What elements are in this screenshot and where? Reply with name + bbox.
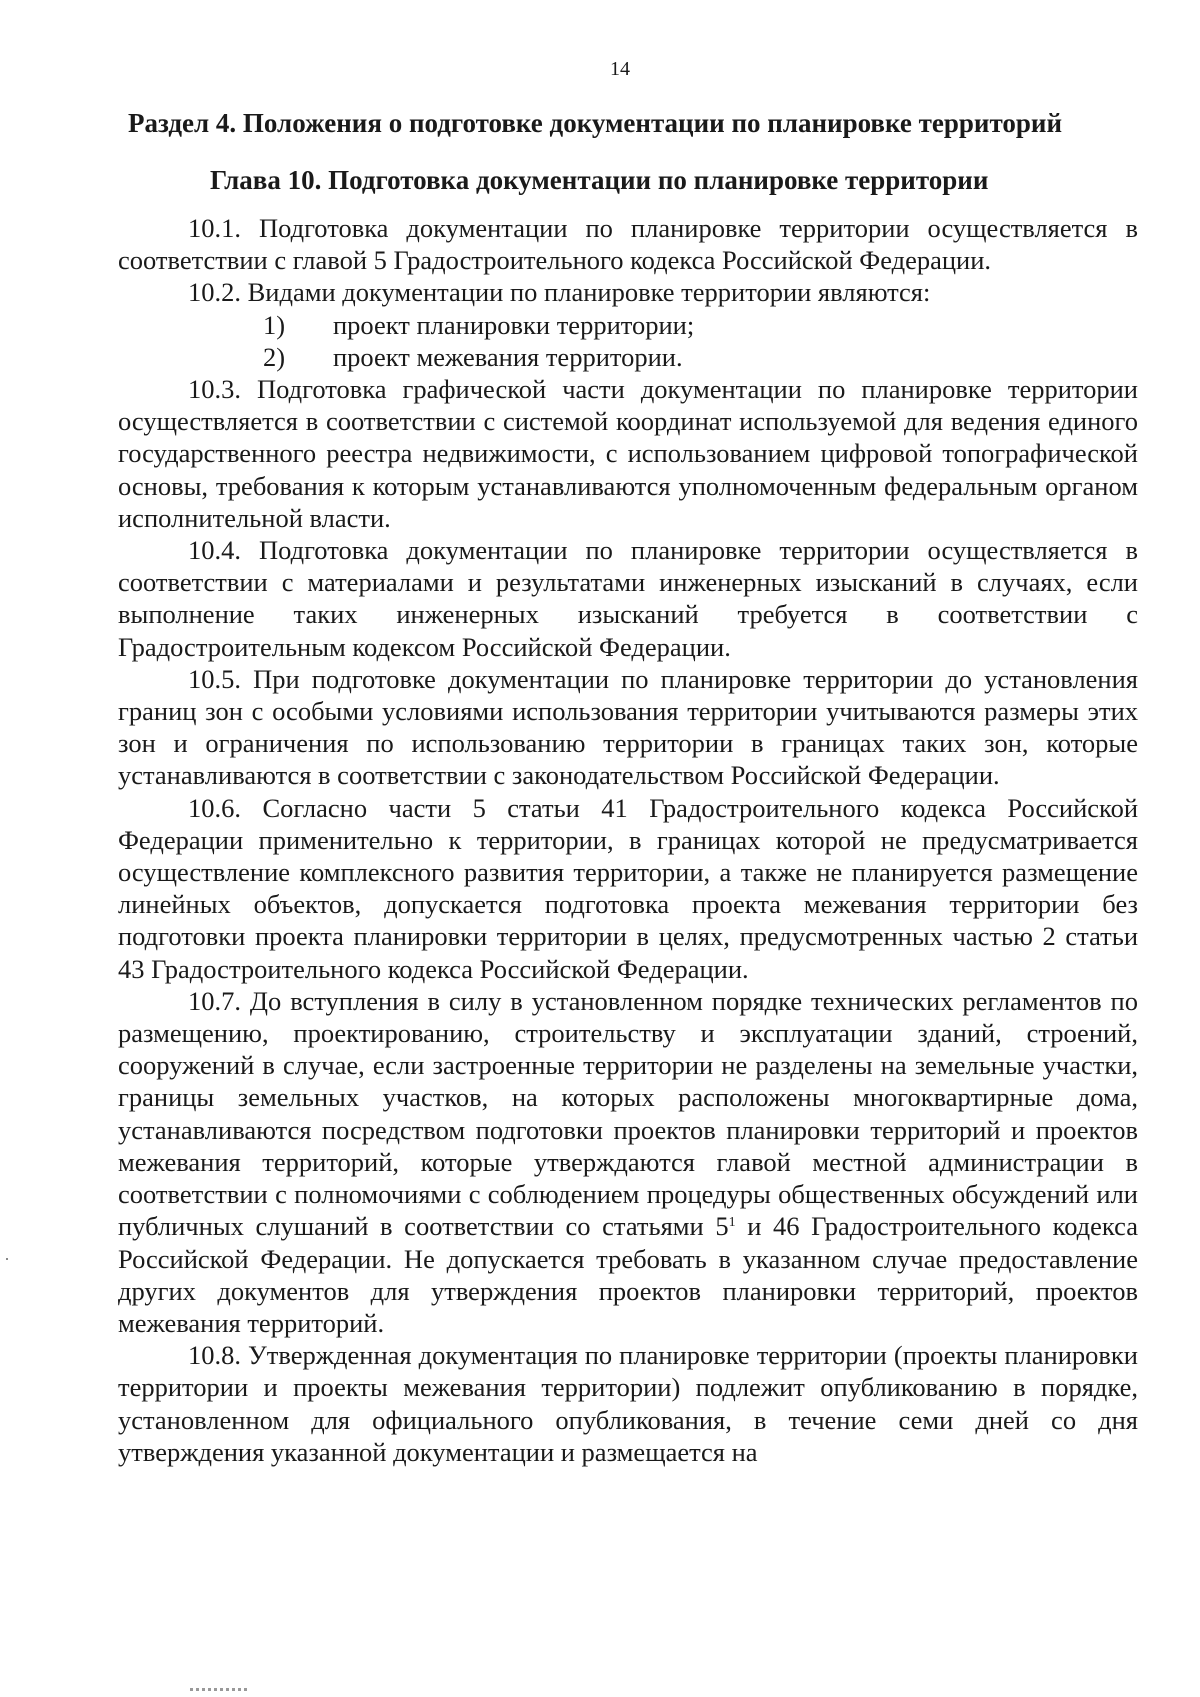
paragraph-10-7-part-a: 10.7. До вступления в силу в установленном порядке технических регламентов по размещению, проектированию, строительству и эксплуатации зданий, строений, сооружений в случае, если застроенные территории не разделены на земельные участки, границы земельных участков, на которых расположены многоквартирные дома, устанавливаются посредством подготовки проектов планировки территорий и проектов межевания территорий, которые утверждаются главой местной администрации в соответствии с полномочиями с соблюдением процедуры общественных обсуждений или публичных слушаний в соответствии со статьями 5 xyxy=(118,985,1138,1242)
list-item-text: проект планировки территории; xyxy=(333,309,695,340)
list-item-2 xyxy=(118,341,1138,373)
list-item-number: 1) xyxy=(263,309,286,340)
scan-artifact xyxy=(6,1258,8,1260)
paragraph-10-6: 10.6. Согласно части 5 статьи 41 Градостроительного кодекса Российской Федерации применительно к территории, в границах которой не предусматривается осуществление комплексного развития территории, а также не планируется размещение линейных объектов, допускается подготовка проекта межевания территории без подготовки проекта планировки территории в целях, предусмотренных частью 2 статьи 43 Градостроительного кодекса Российской Федерации. xyxy=(118,792,1138,984)
superscript-footnote: 1 xyxy=(728,1215,736,1231)
section-title: Раздел 4. Положения о подготовке документации по планировке территорий xyxy=(128,108,1063,138)
chapter-title: Глава 10. Подготовка документации по планировке территории xyxy=(210,165,989,195)
paragraph-10-3: 10.3. Подготовка графической части документации по планировке территории осуществляется в соответствии с системой координат используемой для ведения единого государственного реестра недвижимости, с использованием цифровой топографической основы, требования к которым устанавливаются уполномоченным федеральным органом исполнительной власти. xyxy=(118,374,1138,533)
scan-artifact xyxy=(190,1688,250,1691)
paragraph-10-5: 10.5. При подготовке документации по планировке территории до установления границ зон с особыми условиями использования территории учитываются размеры этих зон и ограничения по использованию территории в границах таких зон, которые устанавливаются в соответствии с законодательством Российской Федерации. xyxy=(118,663,1138,791)
paragraph-10-7-part-b: и 46 Градостроительного кодекса Российской Федерации. Не допускается требовать в указанном случае предоставление других документов для утверждения проектов планировки территорий, проектов межевания территорий. xyxy=(118,1211,1138,1338)
paragraph-10-1: 10.1. Подготовка документации по планировке территории осуществляется в соответствии с главой 5 Градостроительного кодекса Российской Федерации. xyxy=(118,213,1138,276)
paragraph-10-4: 10.4. Подготовка документации по планировке территории осуществляется в соответствии с материалами и результатами инженерных изысканий в случаях, если выполнение таких инженерных изысканий требуется в соответствии с Градостроительным кодексом Российской Федерации. xyxy=(118,535,1138,662)
document-body xyxy=(118,212,1138,1468)
paragraph-10-2: 10.2. Видами документации по планировке территории являются: xyxy=(188,277,931,308)
list-item-text: проект межевания территории. xyxy=(333,341,683,372)
page-number: 14 xyxy=(610,58,630,80)
list-item-number: 2) xyxy=(263,341,286,372)
paragraph-10-7 xyxy=(118,985,1138,1339)
list-item-1 xyxy=(118,309,1138,341)
paragraph-10-8: 10.8. Утвержденная документация по планировке территории (проекты планировки территории и проекты межевания территории) подлежит опубликованию в порядке, установленном для официального опубликования, в течение семи дней со дня утверждения указанной документации и размещается на xyxy=(118,1340,1138,1467)
